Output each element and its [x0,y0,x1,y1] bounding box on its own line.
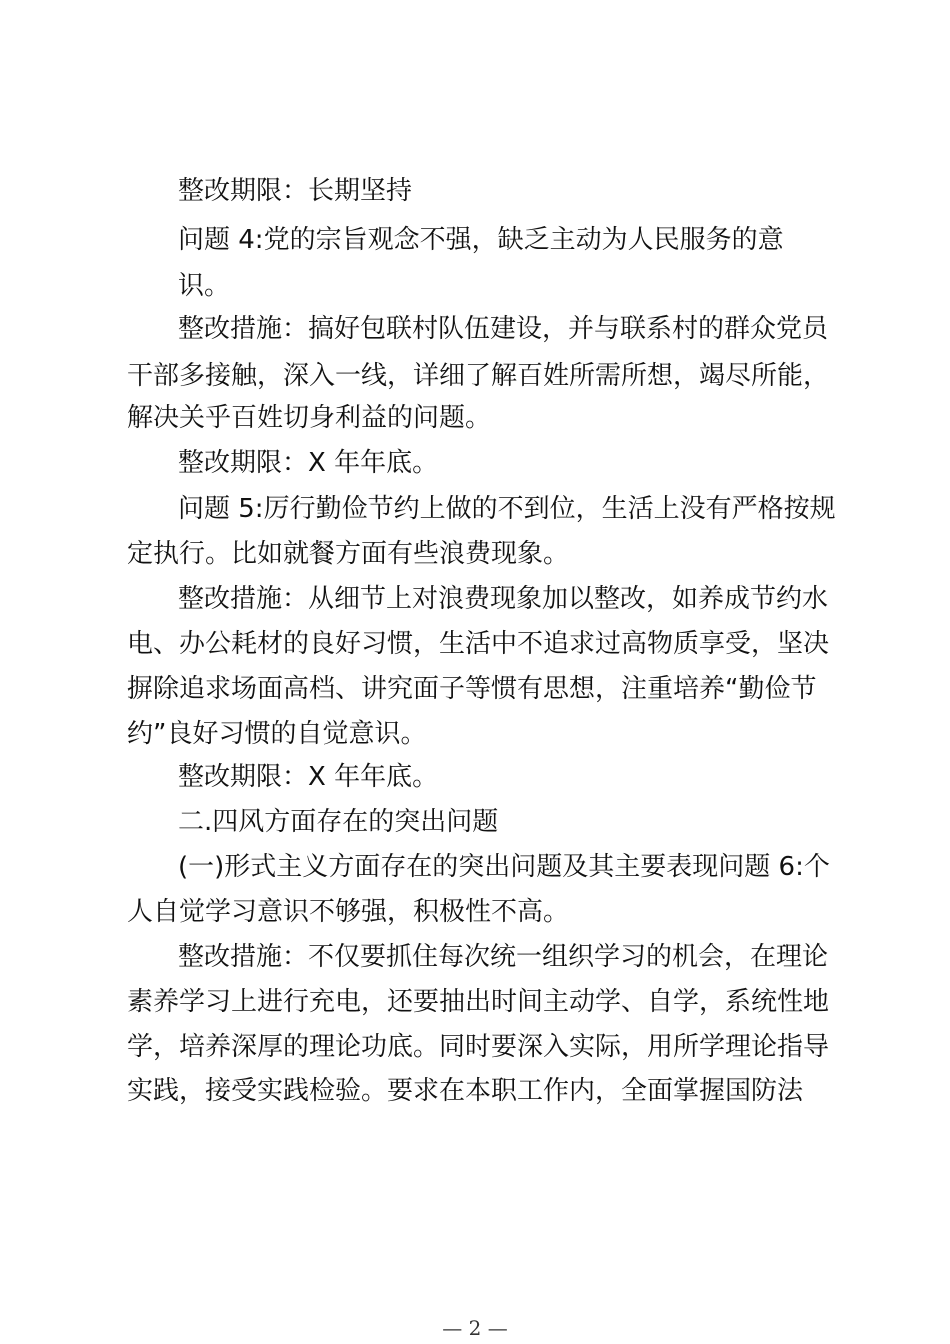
text-line: 摒除追求场面高档、讲究面子等惯有思想，注重培养“勤俭节 [127,674,817,704]
text-line: 整改措施：从细节上对浪费现象加以整改，如养成节约水 [178,584,829,614]
text-line: 人自觉学习意识不够强，积极性不高。 [127,897,570,927]
text-line: 实践，接受实践检验。要求在本职工作内，全面掌握国防法 [127,1076,804,1106]
text-line: 整改期限：X 年年底。 [178,448,439,478]
text-line: 整改措施：搞好包联村队伍建设，并与联系村的群众党员 [178,314,829,344]
text-line: 整改期限：长期坚持 [178,176,413,206]
text-line: 识。 [178,271,231,301]
text-line: 约”良好习惯的自觉意识。 [127,719,427,749]
text-line: 整改期限：X 年年底。 [178,762,439,792]
text-line: (一)形式主义方面存在的突出问题及其主要表现问题 6:个 [178,852,830,882]
text-line: 学，培养深厚的理论功底。同时要深入实际，用所学理论指导 [127,1032,830,1062]
text-line: 解决关乎百姓切身利益的问题。 [127,403,492,433]
text-line: 电、办公耗材的良好习惯，生活中不追求过高物质享受，坚决 [127,629,830,659]
text-line: 定执行。比如就餐方面有些浪费现象。 [127,539,570,569]
text-line: 二.四风方面存在的突出问题 [178,807,499,837]
text-line: 问题 5:厉行勤俭节约上做的不到位，生活上没有严格按规 [178,494,836,524]
text-line: 问题 4:党的宗旨观念不强，缺乏主动为人民服务的意 [178,225,784,255]
page-number: — 2 — [442,1316,508,1340]
text-line: 素养学习上进行充电，还要抽出时间主动学、自学，系统性地 [127,987,830,1017]
text-line: 干部多接触，深入一线，详细了解百姓所需所想，竭尽所能， [127,361,830,391]
text-line: 整改措施：不仅要抓住每次统一组织学习的机会，在理论 [178,942,829,972]
